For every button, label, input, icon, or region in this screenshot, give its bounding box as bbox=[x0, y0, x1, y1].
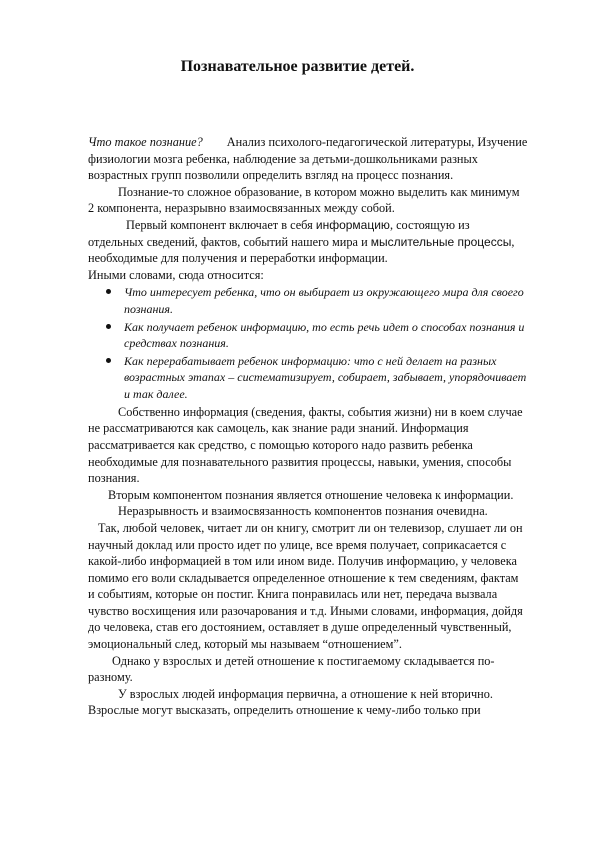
paragraph-adults-children: Однако у взрослых и детей отношение к постигаемому складывается по-разному. bbox=[88, 653, 495, 685]
text-run: , состоящую из отдельных сведений, фактов, событий нашего мира и bbox=[88, 217, 470, 249]
list-item-text: Что интересует ребенка, что он выбирает из окружающего мира для своего познания. bbox=[124, 285, 524, 316]
paragraph-components: Познание-то сложное образование, в котором можно выделить как минимум 2 компонента, неразрывно взаимосвязанных между собой. bbox=[88, 184, 520, 216]
intro-paragraph bbox=[88, 134, 528, 184]
paragraph-in-other-words: Иными словами, сюда относится: bbox=[88, 267, 264, 282]
text-run: Первый компонент включает в себя bbox=[126, 217, 316, 232]
paragraph-first-component bbox=[88, 217, 528, 267]
document-body bbox=[88, 134, 528, 719]
bullet-icon bbox=[106, 289, 111, 294]
paragraph-adults: У взрослых людей информация первична, а отношение к ней вторично. Взрослые могут высказать, определить отношение к чему-либо только при bbox=[88, 686, 493, 718]
term-thinking-processes: мыслительные процессы bbox=[370, 234, 512, 249]
list-item-text: Как перерабатывает ребенок информацию: что с ней делает на разных возрастных этапах – систематизирует, собирает, забывает, упорядочивает и так далее. bbox=[124, 354, 527, 401]
paragraph-second-component: Вторым компонентом познания является отношение человека к информации. bbox=[108, 487, 514, 502]
bullet-list bbox=[88, 284, 528, 401]
paragraph-inseparability: Неразрывность и взаимосвязанность компонентов познания очевидна. bbox=[118, 504, 488, 519]
list-item-text: Как получает ребенок информацию, то есть речь идет о способах познания и средствах познания. bbox=[124, 319, 525, 350]
text-run: , необходимые для получения и переработки информации. bbox=[88, 234, 515, 266]
list-item bbox=[88, 353, 528, 402]
term-information: информацию bbox=[315, 217, 390, 232]
intro-text: Анализ психолого-педагогической литературы, Изучение физиологии мозга ребенка, наблюдение за детьми-дошкольниками разных возрастных групп позволили определить взгляд на процесс познания. bbox=[88, 135, 528, 183]
list-item bbox=[88, 319, 528, 351]
paragraph-information: Собственно информация (сведения, факты, события жизни) ни в коем случае не рассматриваются как самоцель, как знание ради знаний. Информация рассматривается как средство, с помощью которого надо развить ребенка необходимые для познавательного развития процессы, навыки, умения, способы познания. bbox=[88, 404, 523, 486]
page-title: Познавательное развитие детей. bbox=[180, 58, 415, 75]
bullet-icon bbox=[106, 358, 111, 363]
bullet-icon bbox=[106, 324, 111, 329]
list-item bbox=[88, 284, 528, 316]
paragraph-example: Так, любой человек, читает ли он книгу, смотрит ли он телевизор, слушает ли он научный доклад или просто идет по улице, все время получает, соприкасается с какой-либо информацией в том или ином виде. Получив информацию, у человека помимо его воли складывается определенное отношение к тем сведениям, фактам и событиям, которые он постиг. Книга понравилась или нет, передача вызвала чувство восхищения или разочарования и т.д. Иными словами, информация, дойдя до человека, став его достоянием, оставляет в душе определенный чувственный, эмоциональный след, который мы называем “отношением”. bbox=[88, 520, 523, 652]
question-heading: Что такое познание? bbox=[88, 135, 203, 149]
